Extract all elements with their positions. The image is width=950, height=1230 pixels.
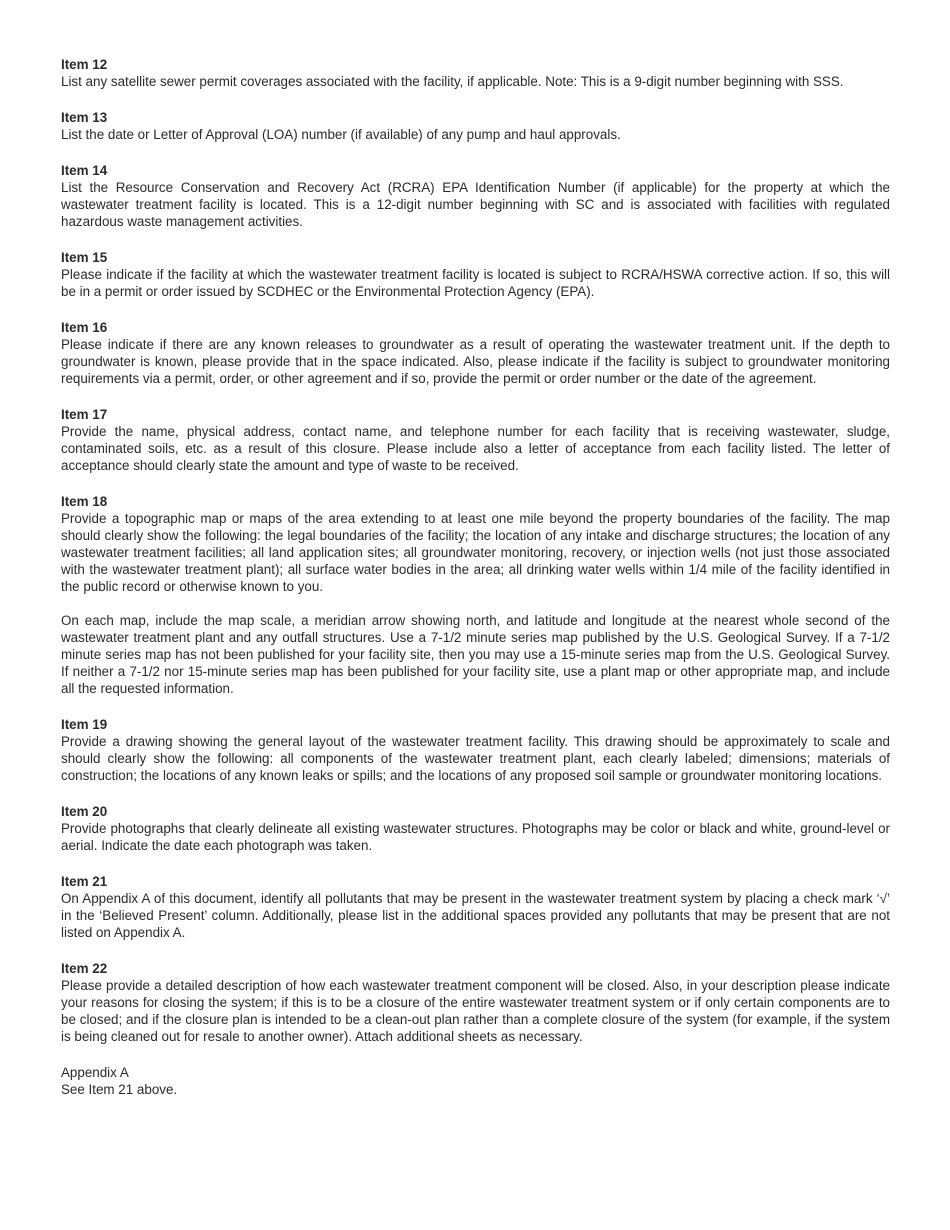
item-section: [61, 803, 890, 854]
item-paragraph: List any satellite sewer permit coverages associated with the facility, if applicable. Note: This is a 9-digit number beginning with SSS.: [61, 74, 844, 89]
item-title: Item 20: [61, 804, 108, 819]
item-paragraph: Please provide a detailed description of how each wastewater treatment component will be closed. Also, in your description please indicate your reasons for closing the system; if this is to be a closure of the entire wastewater treatment system or if only certain components are to be closed; and if the closure plan is intended to be a clean-out plan rather than a complete closure of the system (for example, if the system is being cleaned out for resale to another owner). Attach additional sheets as necessary.: [61, 978, 890, 1044]
appendix-text: See Item 21 above.: [61, 1082, 178, 1097]
item-section: [61, 162, 890, 230]
item-paragraph: Provide a drawing showing the general layout of the wastewater treatment facility. This drawing should be approximately to scale and should clearly show the following: all components of the wastewater treatment plant, each clearly labeled; dimensions; materials of construction; the locations of any known leaks or spills; and the locations of any proposed soil sample or groundwater monitoring locations.: [61, 734, 890, 783]
item-title: Item 19: [61, 717, 108, 732]
item-section: [61, 716, 890, 784]
appendix-section: [61, 1064, 890, 1098]
items-list: [61, 56, 890, 1045]
item-paragraph: Provide a topographic map or maps of the area extending to at least one mile beyond the property boundaries of the facility. The map should clearly show the following: the legal boundaries of the facility; the location of any intake and discharge structures; the location of any wastewater treatment facilities; all land application sites; all groundwater monitoring, recovery, or injection wells (not just those associated with the wastewater treatment plant); all surface water bodies in the area; all drinking water wells within 1/4 mile of the facility identified in the public record or otherwise known to you.: [61, 511, 890, 594]
item-paragraph: On each map, include the map scale, a meridian arrow showing north, and latitude and longitude at the nearest whole second of the wastewater treatment plant and any outfall structures. Use a 7-1/2 minute series map published by the U.S. Geological Survey. If a 7-1/2 minute series map has not been published for your facility site, then you may use a 15-minute series map from the U.S. Geological Survey. If neither a 7-1/2 nor 15-minute series map has been published for your facility site, use a plant map or other appropriate map, and include all the requested information.: [61, 613, 890, 696]
item-section: [61, 960, 890, 1045]
item-section: [61, 493, 890, 697]
item-paragraph: Provide the name, physical address, contact name, and telephone number for each facility that is receiving wastewater, sludge, contaminated soils, etc. as a result of this closure. Please include also a letter of acceptance from each facility listed. The letter of acceptance should clearly state the amount and type of waste to be received.: [61, 424, 890, 473]
item-title: Item 14: [61, 163, 108, 178]
item-section: [61, 249, 890, 300]
appendix-title: Appendix A: [61, 1065, 129, 1080]
item-title: Item 18: [61, 494, 108, 509]
item-title: Item 22: [61, 961, 108, 976]
item-paragraph: List the Resource Conservation and Recovery Act (RCRA) EPA Identification Number (if applicable) for the property at which the wastewater treatment facility is located. This is a 12-digit number beginning with SC and is associated with facilities with regulated hazardous waste management activities.: [61, 180, 890, 229]
item-title: Item 16: [61, 320, 108, 335]
item-paragraph: List the date or Letter of Approval (LOA) number (if available) of any pump and haul approvals.: [61, 127, 621, 142]
item-section: [61, 319, 890, 387]
document-page: [61, 56, 890, 1098]
item-paragraph: Please indicate if the facility at which the wastewater treatment facility is located is subject to RCRA/HSWA corrective action. If so, this will be in a permit or order issued by SCDHEC or the Environmental Protection Agency (EPA).: [61, 267, 890, 299]
item-section: [61, 56, 890, 90]
item-section: [61, 109, 890, 143]
item-title: Item 13: [61, 110, 108, 125]
item-title: Item 12: [61, 57, 108, 72]
item-title: Item 21: [61, 874, 108, 889]
item-section: [61, 873, 890, 941]
item-title: Item 17: [61, 407, 108, 422]
item-title: Item 15: [61, 250, 108, 265]
item-paragraph: Provide photographs that clearly delineate all existing wastewater structures. Photographs may be color or black and white, ground-level or aerial. Indicate the date each photograph was taken.: [61, 821, 890, 853]
item-paragraph: Please indicate if there are any known releases to groundwater as a result of operating the wastewater treatment unit. If the depth to groundwater is known, please provide that in the space indicated. Also, please indicate if the facility is subject to groundwater monitoring requirements via a permit, order, or other agreement and if so, provide the permit or order number or the date of the agreement.: [61, 337, 890, 386]
item-paragraph: On Appendix A of this document, identify all pollutants that may be present in the wastewater treatment system by placing a check mark ‘√’ in the ‘Believed Present’ column. Additionally, please list in the additional spaces provided any pollutants that may be present that are not listed on Appendix A.: [61, 891, 890, 940]
item-section: [61, 406, 890, 474]
